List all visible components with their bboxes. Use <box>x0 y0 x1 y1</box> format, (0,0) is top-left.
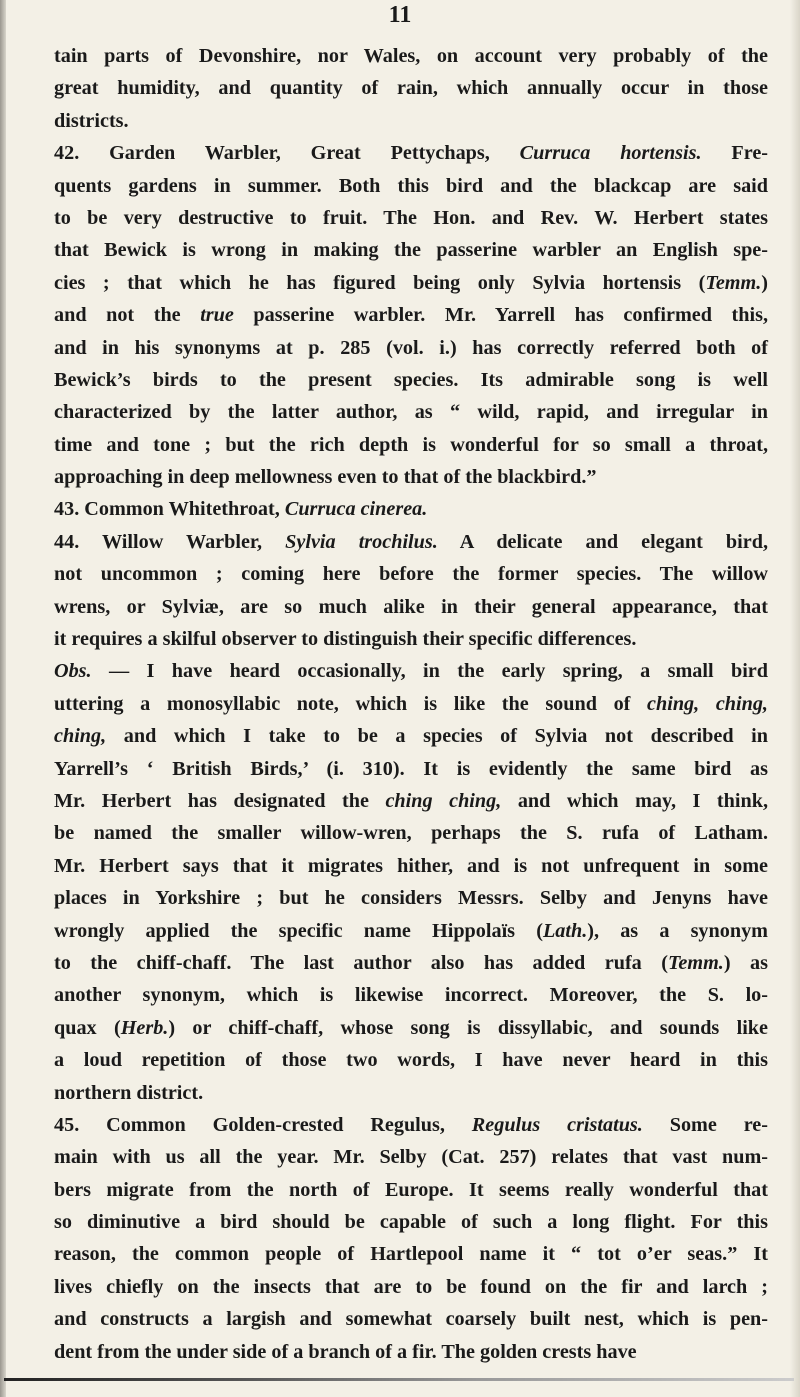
text-run: ), as a synonym <box>587 919 768 942</box>
text-line <box>54 1109 768 1141</box>
text-line <box>54 1271 768 1303</box>
italic-run: Curruca hortensis. <box>519 142 702 165</box>
body-text <box>54 40 768 1368</box>
page-edge <box>790 0 800 1397</box>
text-run: to be very destructive to fruit. The Hon. and Rev. W. Herbert states <box>54 206 768 229</box>
text-run: places in Yorkshire ; but he considers Messrs. Selby and Jenyns have <box>54 887 768 910</box>
text-line <box>54 1141 768 1173</box>
text-run: — I have heard occasionally, in the early spring, a small bird <box>91 660 768 683</box>
text-line <box>54 850 768 882</box>
text-run: another synonym, which is likewise incorrect. Moreover, the S. lo- <box>54 984 768 1007</box>
text-run: A delicate and elegant bird, <box>437 530 768 553</box>
text-line <box>54 105 768 137</box>
italic-run: Sylvia trochilus. <box>285 530 438 553</box>
text-run: ) as <box>723 951 768 974</box>
text-run: dent from the under side of a branch of a fir. The golden crests have <box>54 1340 637 1363</box>
text-line <box>54 267 768 299</box>
text-run: so diminutive a bird should be capable of such a long flight. For this <box>54 1211 768 1234</box>
text-line <box>54 1077 768 1109</box>
text-run: and not the <box>54 304 201 327</box>
text-line <box>54 170 768 202</box>
text-run: tain parts of Devonshire, nor Wales, on account very probably of the <box>54 45 768 67</box>
text-line <box>54 202 768 234</box>
bottom-edge-shadow <box>4 1378 794 1381</box>
text-run: northern district. <box>54 1081 204 1104</box>
italic-run: Temm. <box>667 951 724 974</box>
text-run: ) or chiff-chaff, whose song is dissyllabic, and sounds like <box>168 1016 768 1039</box>
text-line <box>54 817 768 849</box>
text-run: reason, the common people of Hartlepool name it “ tot o’er seas.” It <box>54 1243 768 1266</box>
text-line <box>54 623 768 655</box>
text-run: quax ( <box>54 1016 121 1039</box>
italic-run: Curruca cinerea. <box>284 498 428 521</box>
text-line <box>54 688 768 720</box>
italic-run: Temm. <box>705 271 762 294</box>
text-run: main with us all the year. Mr. Selby (Cat. 257) relates that vast num- <box>54 1146 768 1169</box>
text-run: passerine warbler. Mr. Yarrell has confirmed this, <box>233 304 768 327</box>
text-run: uttering a monosyllabic note, which is like the sound of <box>54 692 648 715</box>
text-run: Bewick’s birds to the present species. Its admirable song is well <box>54 368 768 391</box>
text-run: a loud repetition of those two words, I have never heard in this <box>54 1049 768 1072</box>
page-gutter-shadow <box>0 0 6 1397</box>
text-line <box>54 1044 768 1076</box>
text-run: lives chiefly on the insects that are to be found on the fir and larch ; <box>54 1275 768 1298</box>
text-run: to the chiff-chaff. The last author also has added rufa ( <box>54 951 668 974</box>
italic-run: ching, <box>54 725 107 748</box>
text-line <box>54 882 768 914</box>
text-run: 44. Willow Warbler, <box>54 530 286 553</box>
text-line <box>54 493 768 525</box>
text-line <box>54 753 768 785</box>
text-run: cies ; that which he has figured being only Sylvia hortensis ( <box>54 271 706 294</box>
text-line <box>54 1303 768 1335</box>
text-run: 43. Common Whitethroat, <box>54 498 285 521</box>
text-line <box>54 396 768 428</box>
text-run: bers migrate from the north of Europe. It seems really wonderful that <box>54 1178 768 1201</box>
page-number: 11 <box>388 2 412 28</box>
text-run: and in his synonyms at p. 285 (vol. i.) has correctly referred both of <box>54 336 768 359</box>
text-line <box>54 299 768 331</box>
text-line <box>54 137 768 169</box>
text-line <box>54 591 768 623</box>
text-line <box>54 558 768 590</box>
text-line <box>54 461 768 493</box>
text-line <box>54 234 768 266</box>
text-line <box>54 720 768 752</box>
italic-run: Regulus cristatus. <box>471 1113 643 1136</box>
text-line <box>54 1012 768 1044</box>
italic-run: true <box>200 304 234 327</box>
text-run: wrens, or Sylviæ, are so much alike in their general appearance, that <box>54 595 768 618</box>
text-run: 42. Garden Warbler, Great Pettychaps, <box>54 142 520 165</box>
text-run: great humidity, and quantity of rain, which annually occur in those <box>54 77 768 100</box>
text-line <box>54 1206 768 1238</box>
italic-run: Herb. <box>120 1016 169 1039</box>
text-run: that Bewick is wrong in making the passerine warbler an English spe- <box>54 239 768 262</box>
italic-run: ching ching, <box>385 789 502 812</box>
text-run: not uncommon ; coming here before the former species. The willow <box>54 563 768 586</box>
text-run: wrongly applied the specific name Hippolaïs ( <box>54 919 543 942</box>
text-line <box>54 40 768 72</box>
text-line <box>54 655 768 687</box>
text-run: it requires a skilful observer to distinguish their specific differences. <box>54 628 637 651</box>
text-run: be named the smaller willow-wren, perhaps the S. rufa of Latham. <box>54 822 768 845</box>
text-run: and which may, I think, <box>501 789 768 812</box>
text-line <box>54 1238 768 1270</box>
text-line <box>54 915 768 947</box>
text-run: characterized by the latter author, as “ wild, rapid, and irregular in <box>54 401 768 424</box>
text-line <box>54 947 768 979</box>
text-run: quents gardens in summer. Both this bird and the blackcap are said <box>54 174 768 197</box>
text-run: ) <box>761 271 768 294</box>
text-line <box>54 1174 768 1206</box>
text-line <box>54 979 768 1011</box>
text-line <box>54 364 768 396</box>
text-line <box>54 526 768 558</box>
italic-run: ching, ching, <box>647 692 768 715</box>
text-line <box>54 1336 768 1368</box>
text-run: Some re- <box>642 1113 768 1136</box>
text-run: and constructs a largish and somewhat coarsely built nest, which is pen- <box>54 1308 768 1331</box>
text-line <box>54 332 768 364</box>
text-line <box>54 72 768 104</box>
text-line <box>54 785 768 817</box>
italic-run: Obs. <box>54 660 92 683</box>
text-run: time and tone ; but the rich depth is wonderful for so small a throat, <box>54 433 768 456</box>
text-run: Fre- <box>701 142 769 165</box>
text-run: Mr. Herbert has designated the <box>54 789 386 812</box>
text-run: districts. <box>54 109 129 132</box>
text-line <box>54 429 768 461</box>
text-run: approaching in deep mellowness even to that of the blackbird.” <box>54 466 597 489</box>
text-run: 45. Common Golden-crested Regulus, <box>54 1113 472 1136</box>
text-run: and which I take to be a species of Sylvia not described in <box>106 725 768 748</box>
text-run: Mr. Herbert says that it migrates hither, and is not unfrequent in some <box>54 854 768 877</box>
text-run: Yarrell’s ‘ British Birds,’ (i. 310). It is evidently the same bird as <box>54 757 768 780</box>
italic-run: Lath. <box>542 919 588 942</box>
